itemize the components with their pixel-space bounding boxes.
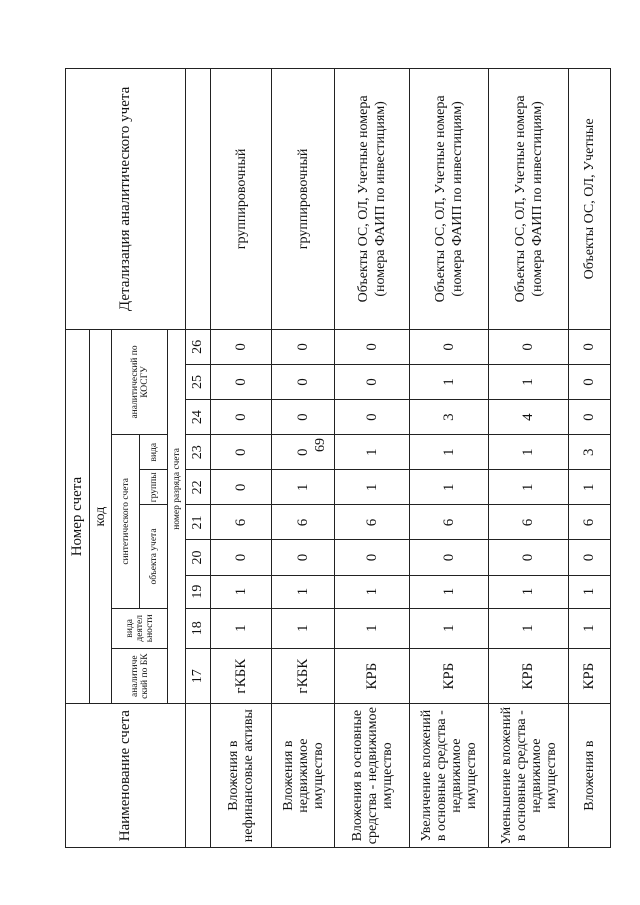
table-row — [335, 69, 410, 848]
table-row — [272, 69, 335, 848]
row-1-v19: 1 — [211, 575, 272, 608]
digit-23: 23 — [186, 435, 211, 470]
digit-blank-cell — [186, 704, 211, 848]
digit-24: 24 — [186, 400, 211, 435]
row-2-detail: группировочный — [272, 69, 335, 330]
row-1-v26: 0 — [211, 329, 272, 364]
header-kinds: вида — [140, 435, 168, 470]
account-table — [65, 68, 611, 848]
digit-25: 25 — [186, 364, 211, 399]
row-6-code: КРБ — [569, 649, 611, 704]
row-5-v26: 0 — [489, 329, 569, 364]
header-synthetic-account: синтетического счета — [112, 435, 140, 608]
row-3-v26: 0 — [335, 329, 410, 364]
row-5-name: Уменьшение вложений в основные средства - недвижимое имущество — [489, 704, 569, 848]
row-4-v20: 0 — [410, 540, 489, 575]
row-4-v26: 0 — [410, 329, 489, 364]
header-account-name: Наименование счета — [66, 704, 186, 848]
row-4-code: КРБ — [410, 649, 489, 704]
row-4-v18: 1 — [410, 608, 489, 648]
table-row — [489, 69, 569, 848]
row-4-v22: 1 — [410, 470, 489, 505]
row-3-v23: 1 — [335, 435, 410, 470]
row-3-v25: 0 — [335, 364, 410, 399]
digit-18: 18 — [186, 608, 211, 648]
row-5-v25: 1 — [489, 364, 569, 399]
row-2-name: Вложения в недвижимое имущество — [272, 704, 335, 848]
row-6-name: Вложения в — [569, 704, 611, 848]
row-1-v20: 0 — [211, 540, 272, 575]
row-4-v21: 6 — [410, 505, 489, 540]
row-5-v21: 6 — [489, 505, 569, 540]
row-1-name: Вложения в нефинансовые активы — [211, 704, 272, 848]
row-2-v24: 0 — [272, 400, 335, 435]
header-digit-number: номер разряда счета — [168, 329, 186, 648]
row-5-v18: 1 — [489, 608, 569, 648]
table-row — [211, 69, 272, 848]
row-6-v26: 0 — [569, 329, 611, 364]
row-6-v22: 1 — [569, 470, 611, 505]
row-6-v23: 3 — [569, 435, 611, 470]
row-3-v18: 1 — [335, 608, 410, 648]
row-6-v21: 6 — [569, 505, 611, 540]
row-4-detail: Объекты ОС, ОЛ, Учетные номера (номера ФАИП по инвестициям) — [410, 69, 489, 330]
row-5-detail: Объекты ОС, ОЛ, Учетные номера (номера ФАИП по инвестициям) — [489, 69, 569, 330]
row-4-v25: 1 — [410, 364, 489, 399]
row-3-v22: 1 — [335, 470, 410, 505]
row-5-code: КРБ — [489, 649, 569, 704]
header-code: код — [90, 329, 112, 704]
row-2-v22: 1 — [272, 470, 335, 505]
row-1-code: гКБК — [211, 649, 272, 704]
header-row-1 — [66, 69, 90, 848]
page-number: 69 — [313, 438, 328, 452]
row-3-detail: Объекты ОС, ОЛ, Учетные номера (номера ФАИП по инвестициям) — [335, 69, 410, 330]
digit-19: 19 — [186, 575, 211, 608]
row-1-detail: группировочный — [211, 69, 272, 330]
row-6-v25: 0 — [569, 364, 611, 399]
row-5-v20: 0 — [489, 540, 569, 575]
digit-26: 26 — [186, 329, 211, 364]
header-groups: группы — [140, 470, 168, 505]
row-4-v23: 1 — [410, 435, 489, 470]
header-analytic-kosgu: аналитический по КОСГУ — [112, 329, 168, 434]
digit-detail-blank — [186, 69, 211, 330]
header-analytic-detail: Детализация аналитического учета — [66, 69, 186, 330]
row-6-detail: Объекты ОС, ОЛ, Учетные — [569, 69, 611, 330]
row-1-v23: 0 — [211, 435, 272, 470]
row-1-v18: 1 — [211, 608, 272, 648]
header-analytic-bk: аналитиче ский по БК — [112, 649, 168, 704]
row-1-v24: 0 — [211, 400, 272, 435]
row-6-v19: 1 — [569, 575, 611, 608]
row-5-v24: 4 — [489, 400, 569, 435]
row-2-v21: 6 — [272, 505, 335, 540]
row-3-code: КРБ — [335, 649, 410, 704]
row-2-code: гКБК — [272, 649, 335, 704]
row-5-v19: 1 — [489, 575, 569, 608]
row-3-name: Вложения в основные средства - недвижимое имущество — [335, 704, 410, 848]
table-row — [569, 69, 611, 848]
row-1-v22: 0 — [211, 470, 272, 505]
row-3-v20: 0 — [335, 540, 410, 575]
rotated-table-container — [65, 68, 597, 848]
row-1-v25: 0 — [211, 364, 272, 399]
header-blank-left — [168, 649, 186, 704]
digit-22: 22 — [186, 470, 211, 505]
digit-20: 20 — [186, 540, 211, 575]
row-6-v18: 1 — [569, 608, 611, 648]
row-1-v21: 6 — [211, 505, 272, 540]
row-2-v20: 0 — [272, 540, 335, 575]
digits-row — [186, 69, 211, 848]
row-2-v18: 1 — [272, 608, 335, 648]
digit-17: 17 — [186, 649, 211, 704]
row-4-v24: 3 — [410, 400, 489, 435]
row-3-v24: 0 — [335, 400, 410, 435]
row-2-v19: 1 — [272, 575, 335, 608]
row-4-v19: 1 — [410, 575, 489, 608]
digit-21: 21 — [186, 505, 211, 540]
header-accounting-object: объекта учета — [140, 505, 168, 608]
header-account-number: Номер счета — [66, 329, 90, 704]
row-5-v23: 1 — [489, 435, 569, 470]
row-3-v19: 1 — [335, 575, 410, 608]
row-6-v24: 0 — [569, 400, 611, 435]
row-4-name: Увеличение вложений в основные средства - недвижимое имущество — [410, 704, 489, 848]
header-activity-type: вида деятел ьности — [112, 608, 168, 648]
row-6-v20: 0 — [569, 540, 611, 575]
row-3-v21: 6 — [335, 505, 410, 540]
row-5-v22: 1 — [489, 470, 569, 505]
table-row — [410, 69, 489, 848]
row-2-v23: 0 — [272, 435, 335, 470]
row-2-v26: 0 — [272, 329, 335, 364]
row-2-v25: 0 — [272, 364, 335, 399]
